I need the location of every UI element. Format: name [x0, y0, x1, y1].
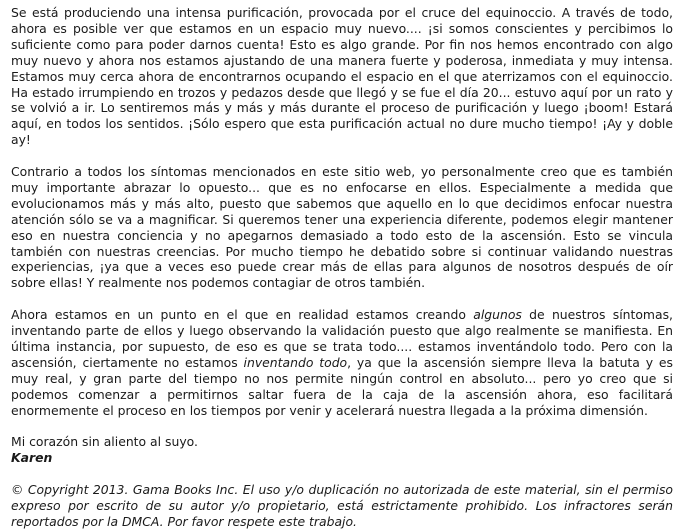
closing-line: Mi corazón sin aliento al suyo.	[11, 434, 198, 450]
paragraph-3-part-a: Ahora estamos en un punto en el que en realidad estamos creando	[11, 307, 474, 323]
paragraph-3-part-c: , ya que la ascensión siempre lleva la batuta y es muy real, y gran parte del tiempo no nos permite ningún control en absoluto... pero yo creo que si podemos comenzar a permitirnos saltar fuera de la caja de la ascensión ahora, eso facilitará enormemente el proceso en los tiempos por venir y acelerará nuestra llegada a la próxima dimensión.	[11, 354, 673, 418]
paragraph-1: Se está produciendo una intensa purificación, provocada por el cruce del equinoccio. A través de todo, ahora es posible ver que estamos en un espacio muy nuevo.... ¡si somos conscientes y percibimos lo suficiente como para poder darnos cuenta! Esto es algo grande. Por fin nos hemos encontrado con algo muy nuevo y ahora nos estamos ajustando de una manera fuerte y poderosa, inmediata y muy intensa. Estamos muy cerca ahora de encontrarnos ocupando el espacio en el que aterrizamos con el equinoccio. Ha estado irrumpiendo en trozos y pedazos desde que llegó y se fue el día 20... estuvo aquí por un rato y se volvió a ir. Lo sentiremos más y más y más durante el proceso de purificación y luego ¡boom! Estará aquí, en todos los sentidos. ¡Sólo espero que esta purificación actual no dure mucho tiempo! ¡Ay y doble ay!	[11, 5, 673, 148]
article-body	[11, 5, 673, 530]
paragraph-3-part-b: de nuestros síntomas, inventando parte de ellos y luego observando la validación puesto que algo realmente se manifiesta. En última instancia, por supuesto, de eso es que se trata todo.... estamos inventándolo todo. Pero con la ascensión, ciertamente no estamos	[11, 307, 673, 370]
signature-block	[11, 434, 673, 466]
copyright-notice: © Copyright 2013. Gama Books Inc. El uso y/o duplicación no autorizada de este material, sin el permiso expreso por escrito de su autor y/o propietario, está estrictamente prohibido. Los infractores serán reportados por la DMCA. Por favor respete este trabajo.	[11, 482, 673, 529]
author-name: Karen	[11, 450, 53, 466]
emphasis-algunos: algunos	[473, 307, 522, 323]
emphasis-inventando-todo: inventando todo	[243, 354, 348, 370]
paragraph-2: Contrario a todos los síntomas mencionados en este sitio web, yo personalmente creo que es también muy importante abrazar lo opuesto... que es no enfocarse en ellos. Especialmente a medida que evolucionamos más y más alto, puesto que sabemos que aquello en lo que decidimos enfocar nuestra atención sólo se va a magnificar. Si queremos tener una experiencia diferente, podemos elegir mantener eso en nuestra conciencia y no apegarnos demasiado a todo esto de la ascensión. Esto se vincula también con nuestras creencias. Por mucho tiempo he debatido sobre si continuar validando nuestras experiencias, ¡ya que a veces eso puede crear más de ellas para algunos de nosotros después de oír sobre ellas! Y realmente nos podemos contagiar de otros también.	[11, 164, 673, 291]
paragraph-3	[11, 307, 673, 418]
